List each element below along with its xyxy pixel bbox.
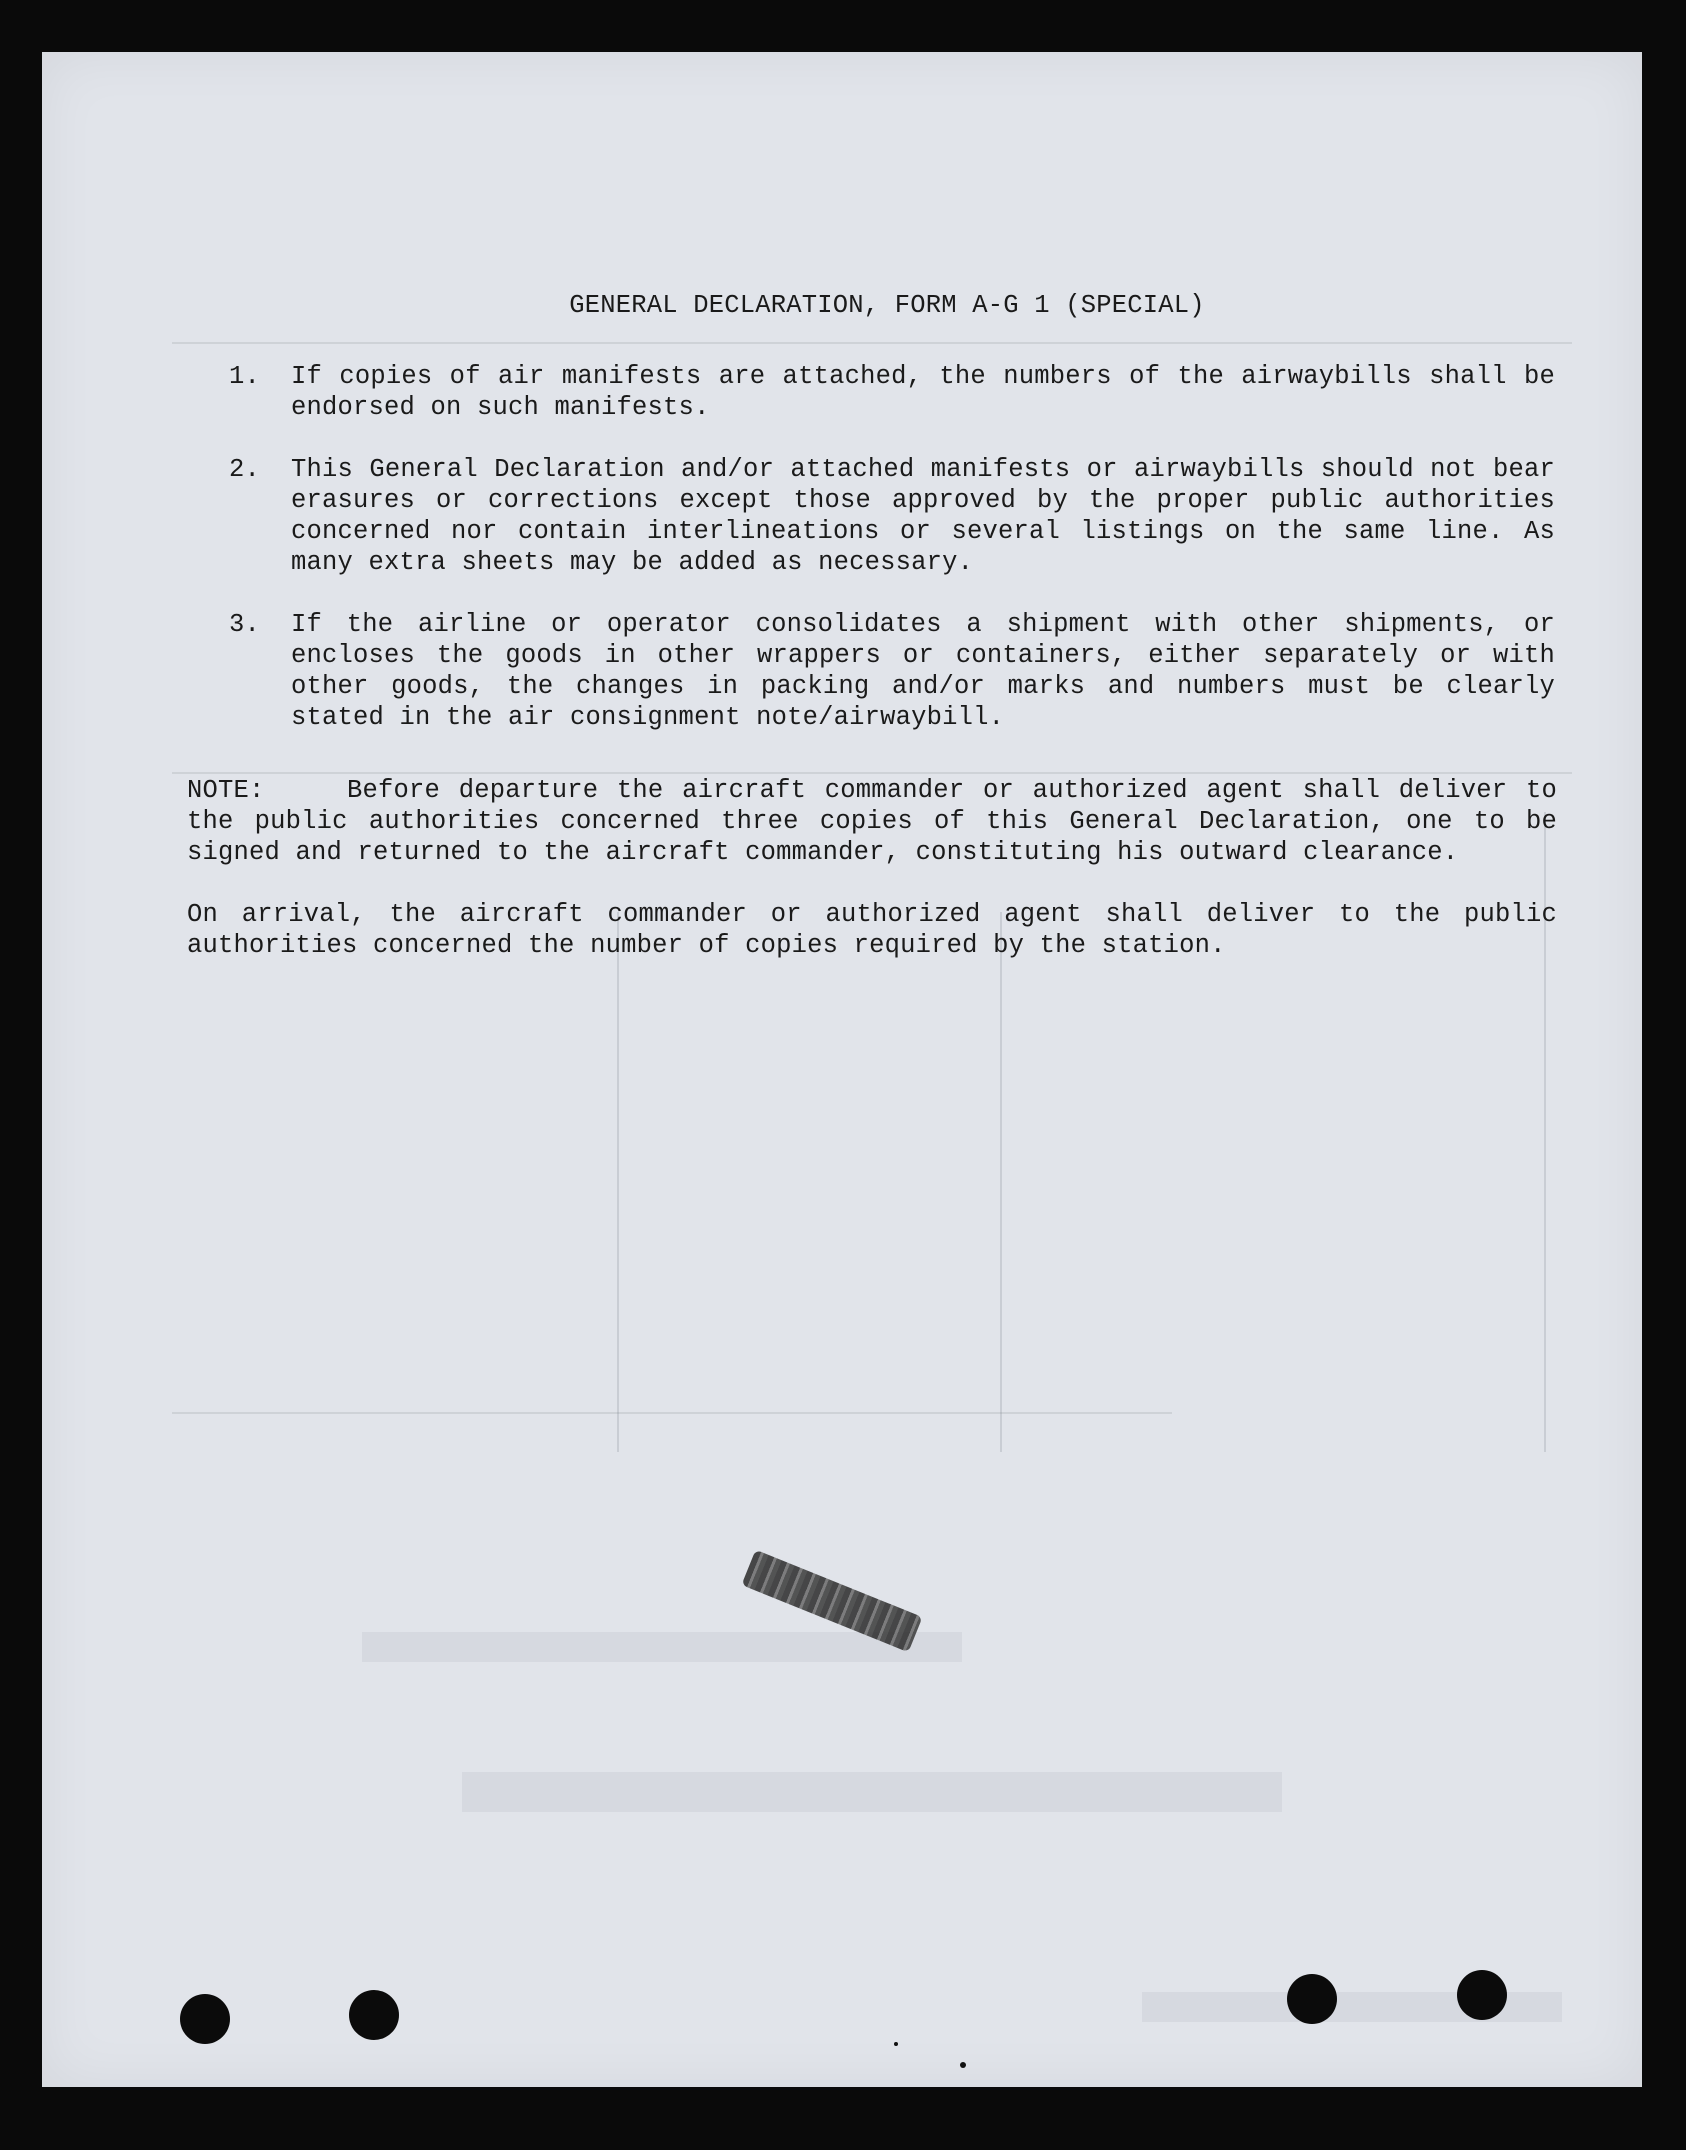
bleed-through-block bbox=[462, 1772, 1282, 1812]
speck bbox=[894, 2042, 898, 2046]
punch-hole bbox=[1457, 1970, 1507, 2020]
item-text: This General Declaration and/or attached manifests or airwaybills should not bear erasures or corrections except those approved by the proper public authorities concerned nor contain interlineations or several listings on the same line. As many extra sheets may be added as necessary. bbox=[291, 455, 1555, 577]
item-text: If the airline or operator consolidates a shipment with other shipments, or encloses the goods in other wrappers or containers, either separately or with other goods, the changes in packing and/or marks and numbers must be clearly stated in the air consignment note/airwaybill. bbox=[291, 610, 1555, 732]
note-label: NOTE: bbox=[187, 776, 265, 805]
list-item bbox=[187, 454, 1557, 578]
document-page bbox=[42, 52, 1642, 2087]
punch-hole bbox=[1287, 1974, 1337, 2024]
document-title: GENERAL DECLARATION, FORM A-G 1 (SPECIAL) bbox=[569, 291, 1205, 320]
punch-hole bbox=[180, 1994, 230, 2044]
item-number: 2. bbox=[229, 455, 261, 484]
note-paragraph bbox=[187, 775, 1557, 868]
punch-hole bbox=[349, 1990, 399, 2040]
document-body bbox=[187, 290, 1557, 992]
note-text: Before departure the aircraft commander or authorized agent shall deliver to the public authorities concerned three copies of this General Declaration, one to be signed and returned to the aircraft commander, constituting his outward clearance. bbox=[187, 776, 1557, 867]
item-number: 1. bbox=[229, 362, 261, 391]
bleed-through-line bbox=[172, 1412, 1172, 1414]
closing-paragraph: On arrival, the aircraft commander or authorized agent shall deliver to the public authorities concerned the number of copies required by the station. bbox=[187, 900, 1557, 960]
note-section bbox=[187, 775, 1557, 868]
bleed-through-line bbox=[617, 912, 619, 1452]
bleed-through-line bbox=[1000, 912, 1002, 1452]
list-item bbox=[187, 361, 1557, 423]
item-text: If copies of air manifests are attached, the numbers of the airwaybills shall be endorsed on such manifests. bbox=[291, 362, 1555, 422]
list-item bbox=[187, 609, 1557, 733]
item-number: 3. bbox=[229, 610, 261, 639]
speck bbox=[960, 2062, 966, 2068]
